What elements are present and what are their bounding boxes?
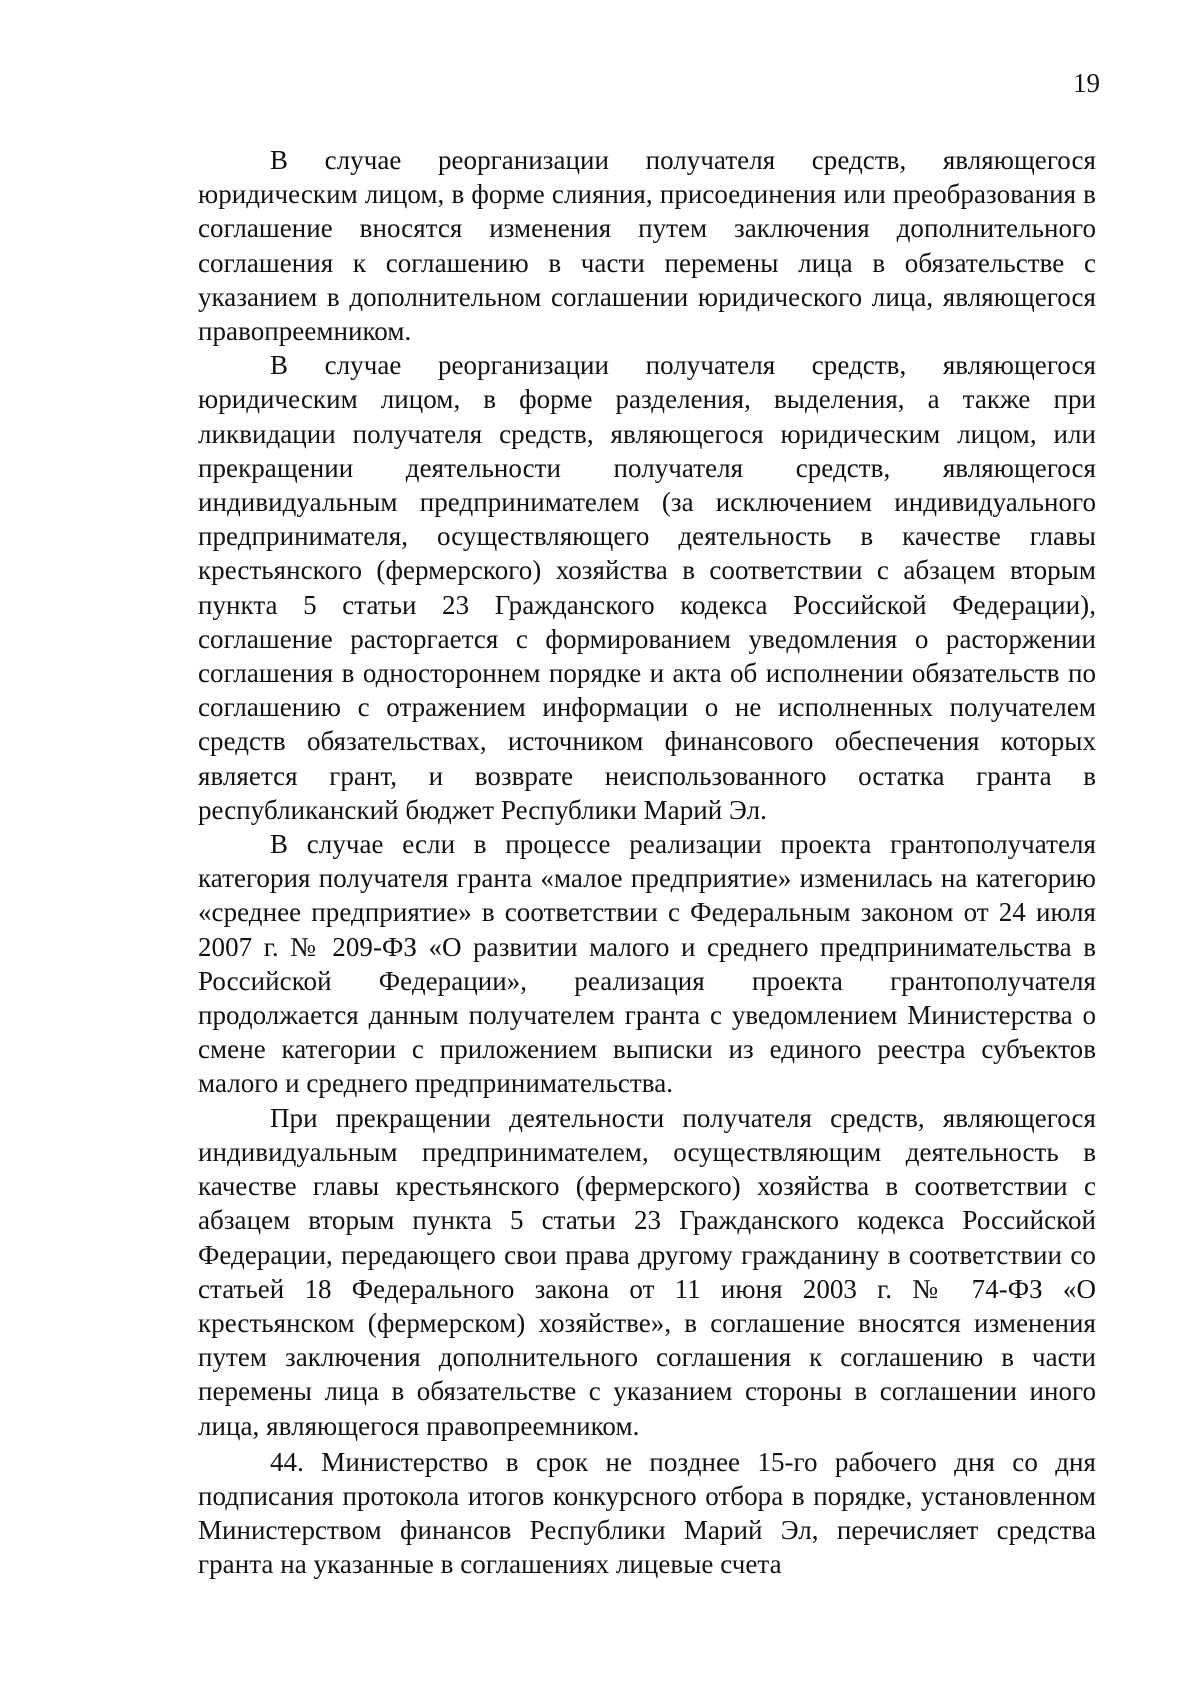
- paragraph-reorganization-merger: В случае реорганизации получателя средств, являющегося юридическим лицом, в форме слияния, присоединения или преобразования в соглашение вносятся изменения путем заключения дополнительного соглашения к соглашению в части перемены лица в обязательстве с указанием в дополнительном соглашении юридического лица, являющегося правопреемником.: [198, 145, 1096, 347]
- page-number: 19: [1073, 68, 1100, 98]
- paragraph-farm-termination: При прекращении деятельности получателя средств, являющегося индивидуальным предпринимателем, осуществляющим деятельность в качестве главы крестьянского (фермерского) хозяйства в соответствии с абзацем вторым пункта 5 статьи 23 Гражданского кодекса Российской Федерации, передающего свои права другому гражданину в соответствии со статьей 18 Федерального закона от 11 июня 2003 г. № 74-ФЗ «О крестьянском (фермерском) хозяйстве», в соглашение вносятся изменения путем заключения дополнительного соглашения к соглашению в части перемены лица в обязательстве с указанием стороны в соглашении иного лица, являющегося правопреемником.: [198, 1102, 1096, 1441]
- document-body: [198, 143, 1096, 1582]
- paragraph-category-change: В случае если в процессе реализации проекта грантополучателя категория получателя гранта «малое предприятие» изменилась на категорию «среднее предприятие» в соответствии с Федеральным законом от 24 июля 2007 г. № 209-ФЗ «О развитии малого и среднего предпринимательства в Российской Федерации», реализация проекта грантополучателя продолжается данным получателем гранта с уведомлением Министерства о смене категории с приложением выписки из единого реестра субъектов малого и среднего предпринимательства.: [198, 829, 1096, 1099]
- paragraph-item-44: 44. Министерство в срок не позднее 15-го рабочего дня со дня подписания протокола итогов конкурсного отбора в порядке, установленном Министерством финансов Республики Марий Эл, перечисляет средства гранта на указанные в соглашениях лицевые счета: [198, 1446, 1096, 1580]
- paragraph-reorganization-division: В случае реорганизации получателя средств, являющегося юридическим лицом, в форме разделения, выделения, а также при ликвидации получателя средств, являющегося юридическим лицом, или прекращении деятельности получателя средств, являющегося индивидуальным предпринимателем (за исключением индивидуального предпринимателя, осуществляющего деятельность в качестве главы крестьянского (фермерского) хозяйства в соответствии с абзацем вторым пункта 5 статьи 23 Гражданского кодекса Российской Федерации), соглашение расторгается с формированием уведомления о расторжении соглашения в одностороннем порядке и акта об исполнении обязательств по соглашению с отражением информации о не исполненных получателем средств обязательствах, источником финансового обеспечения которых является грант, и возврате неиспользованного остатка гранта в республиканский бюджет Республики Марий Эл.: [198, 350, 1096, 825]
